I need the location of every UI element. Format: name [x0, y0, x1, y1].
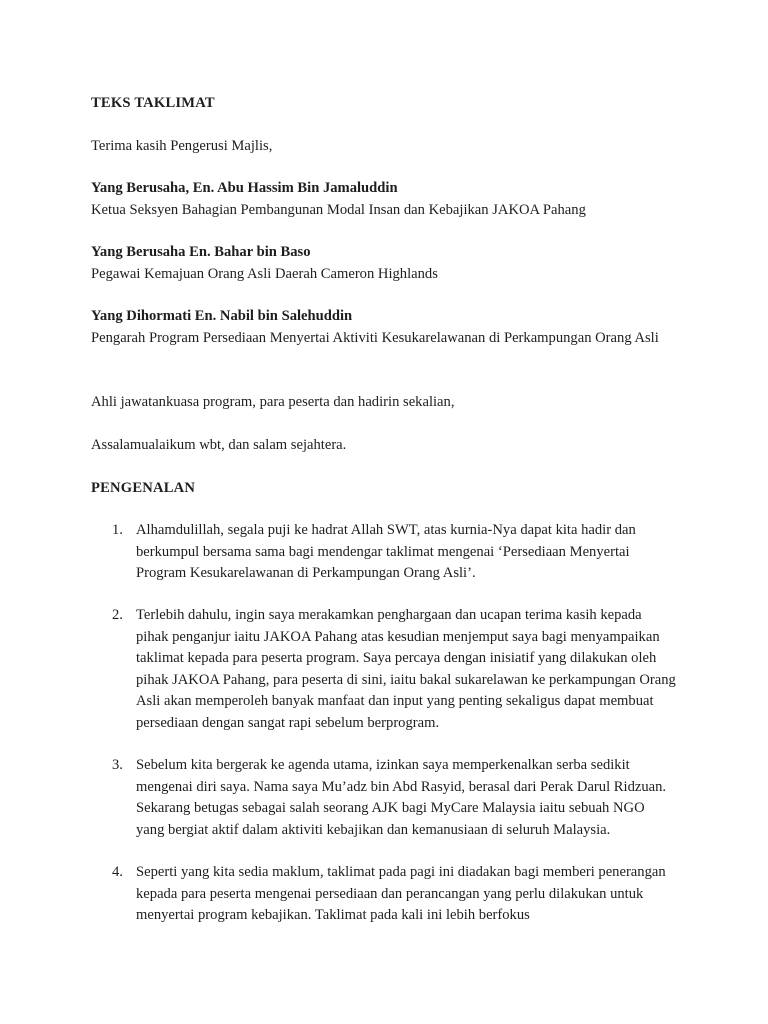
- dignitary-3-name: Yang Dihormati En. Nabil bin Salehuddin: [91, 308, 353, 324]
- dignitary-3-role: Pengarah Program Persediaan Menyertai Aktiviti Kesukarelawanan di Perkampungan Orang Asli: [91, 330, 659, 346]
- list-item-text: Sebelum kita bergerak ke agenda utama, izinkan saya memperkenalkan serba sedikit mengenai diri saya. Nama saya Mu’adz bin Abd Rasyid, berasal dari Perak Darul Ridzuan. Sekarang betugas sebagai salah seorang AJK bagi MyCare Malaysia iaitu sebuah NGO yang bergiat aktif dalam aktiviti kebajikan dan kemanusiaan di seluruh Malaysia.: [136, 757, 667, 838]
- section-title: PENGENALAN: [91, 480, 196, 496]
- list-item-number: 2.: [112, 607, 123, 623]
- list-item-text: Terlebih dahulu, ingin saya merakamkan penghargaan dan ucapan terima kasih kepada pihak penganjur iaitu JAKOA Pahang atas kesudian menjemput saya bagi menyampaikan taklimat kepada para peserta program. Saya percaya dengan inisiatif yang dilakukan oleh pihak JAKOA Pahang, para peserta di sini, iaitu bakal sukarelawan ke perkampungan Orang Asli akan memperoleh banyak manfaat dan input yang penting sekaligus dapat membuat persediaan dengan sangat rapi sebelum berprogram.: [136, 607, 676, 731]
- salam-line: Assalamualaikum wbt, dan salam sejahtera.: [91, 437, 347, 453]
- dignitary-2-name: Yang Berusaha En. Bahar bin Baso: [91, 244, 311, 260]
- dignitary-1-name: Yang Berusaha, En. Abu Hassim Bin Jamaluddin: [91, 180, 398, 196]
- list-item-text: Seperti yang kita sedia maklum, taklimat pada pagi ini diadakan bagi memberi penerangan kepada para peserta mengenai persediaan dan perancangan yang perlu dilakukan untuk menyertai program kebajikan. Taklimat pada kali ini lebih berfokus: [136, 864, 666, 924]
- list-item-number: 4.: [112, 864, 123, 880]
- greeting: Terima kasih Pengerusi Majlis,: [91, 138, 273, 154]
- list-item-text: Alhamdulillah, segala puji ke hadrat Allah SWT, atas kurnia-Nya dapat kita hadir dan berkumpul bersama sama bagi mendengar taklimat mengenai ‘Persediaan Menyertai Program Kesukarelawanan di Perkampungan Orang Asli’.: [136, 522, 636, 582]
- dignitary-1-role: Ketua Seksyen Bahagian Pembangunan Modal Insan dan Kebajikan JAKOA Pahang: [91, 202, 586, 218]
- audience-salutation: Ahli jawatankuasa program, para peserta dan hadirin sekalian,: [91, 394, 455, 410]
- list-item-number: 1.: [112, 522, 123, 538]
- list-item-number: 3.: [112, 757, 123, 773]
- dignitary-2-role: Pegawai Kemajuan Orang Asli Daerah Cameron Highlands: [91, 266, 438, 282]
- document-title: TEKS TAKLIMAT: [91, 95, 215, 111]
